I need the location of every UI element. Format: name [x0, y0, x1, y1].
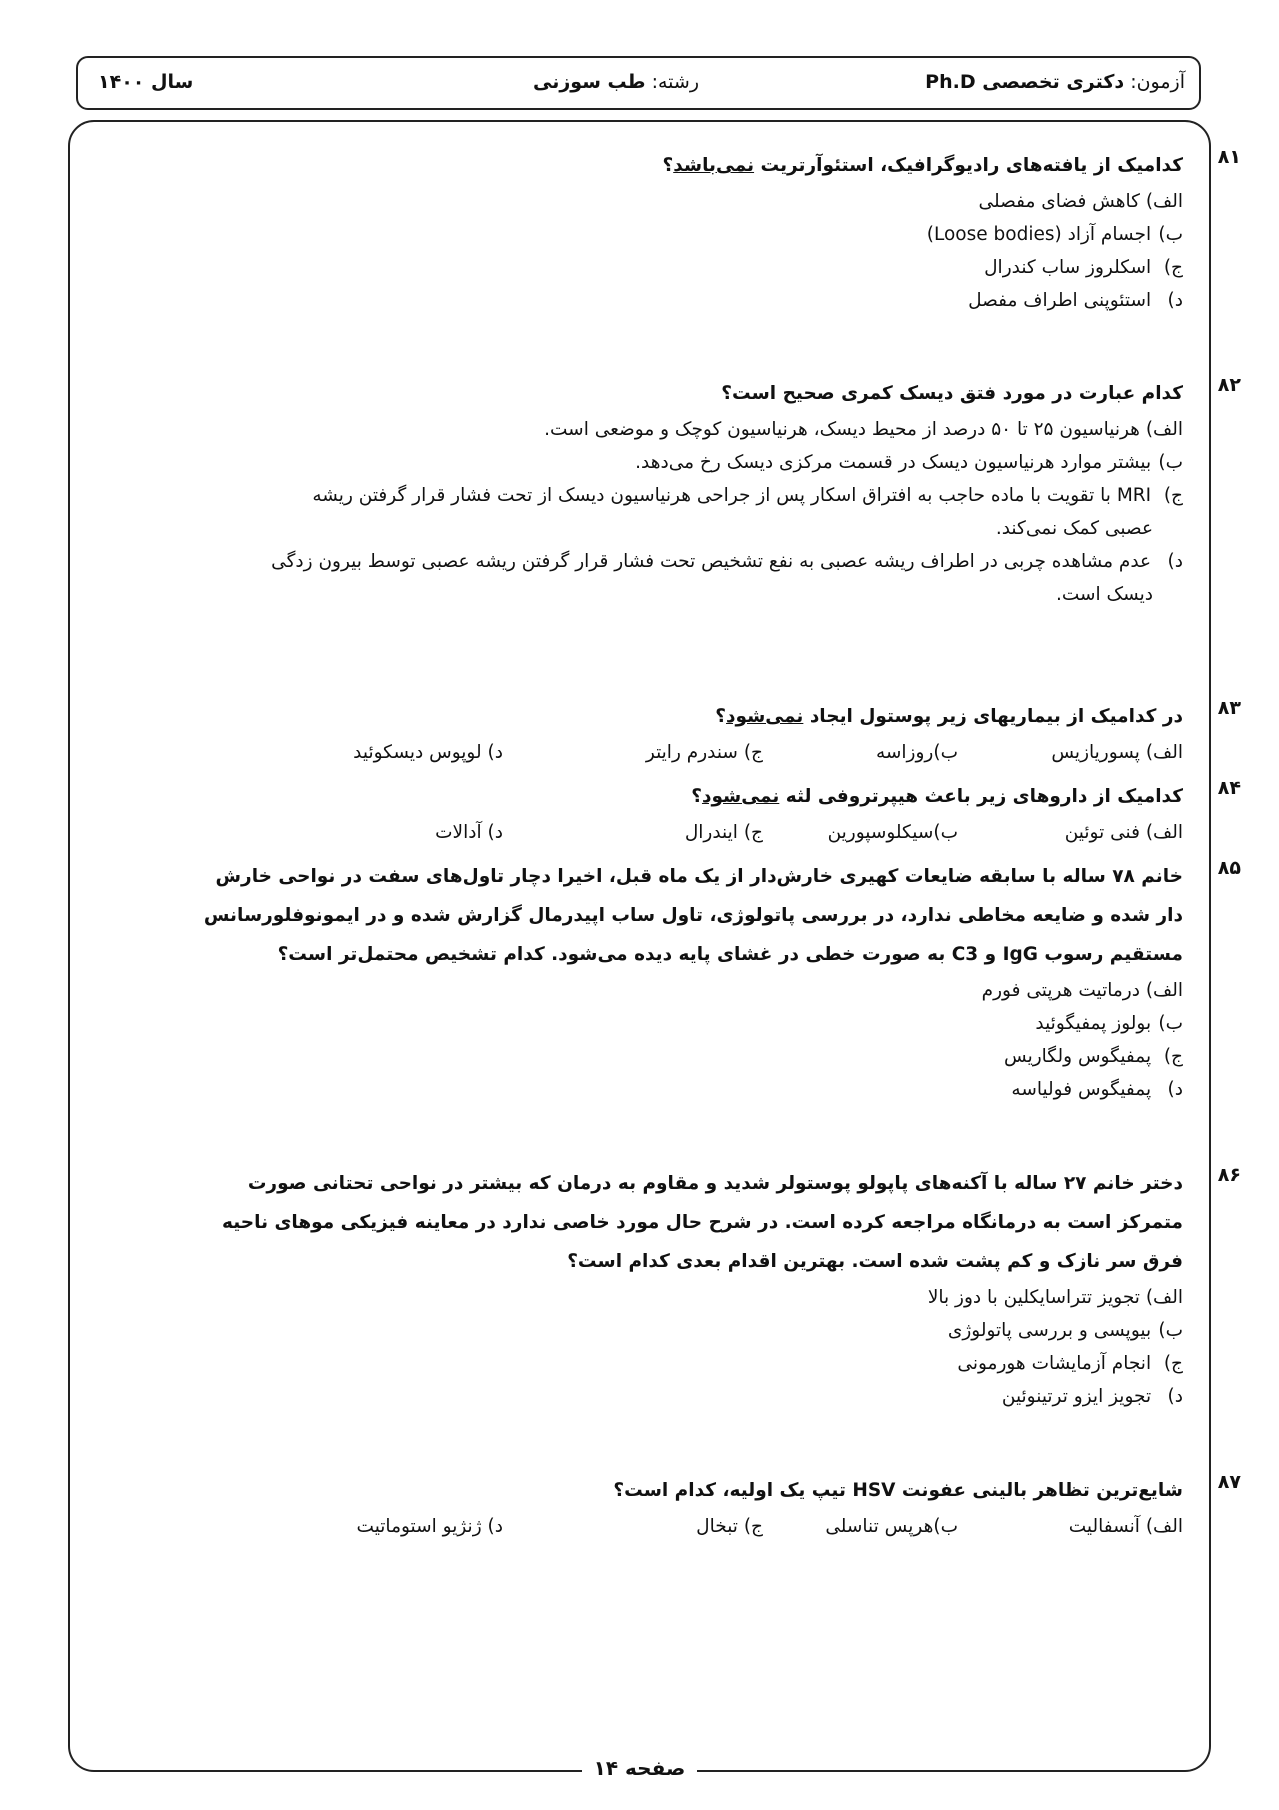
exam-year: سال ۱۴۰۰: [98, 71, 194, 93]
option-d: د) آدالات: [435, 822, 503, 843]
question-87: [103, 1471, 1241, 1544]
field-label: رشته:: [651, 71, 699, 93]
options-row: [103, 1510, 1183, 1544]
field-value: طب سوزنی: [533, 71, 646, 93]
exam-value: دکتری تخصصی Ph.D: [925, 71, 1125, 93]
option-c: ج) انجام آزمایشات هورمونی: [957, 1353, 1183, 1374]
option-b: ب) بیوپسی و بررسی پاتولوژی: [947, 1320, 1183, 1341]
options-row: [103, 736, 1183, 770]
option-b: ب)سیکلوسپورین: [827, 822, 958, 843]
option-a: الف) کاهش فضای مفصلی: [978, 191, 1183, 212]
option-b: ب) بولوز پمفیگوئید: [1035, 1013, 1183, 1034]
question-number: ۸۴: [1217, 777, 1241, 799]
options-row: [103, 816, 1183, 850]
option-b: ب)هرپس تناسلی: [825, 1516, 958, 1537]
option-c: ج) MRI با تقویت با ماده حاجب به افتراق اسکار پس از جراحی هرنیاسیون دیسک از تحت فشار قرار گرفتن ریشه عصبی کمک نمی‌کند.: [312, 485, 1183, 539]
option-d: د) لوپوس دیسکوئید: [353, 742, 503, 763]
field-title: [533, 71, 699, 93]
option-a: الف) پسوریازیس: [1051, 742, 1183, 763]
option-d: د) ژنژیو استوماتیت: [356, 1516, 503, 1537]
option-c: ج) پمفیگوس ولگاریس: [1003, 1046, 1183, 1067]
option-d: د) پمفیگوس فولیاسه: [1011, 1079, 1183, 1100]
question-number: ۸۱: [1217, 146, 1241, 168]
option-a: الف) هرنیاسیون ۲۵ تا ۵۰ درصد از محیط دیسک، هرنیاسیون کوچک و موضعی است.: [544, 419, 1183, 440]
option-c: ج) اسکلروز ساب کندرال: [984, 257, 1183, 278]
question-84: [103, 777, 1241, 850]
option-a: الف) آنسفالیت: [1068, 1516, 1183, 1537]
question-number: ۸۵: [1217, 857, 1241, 879]
question-81: [103, 146, 1241, 317]
option-d: د) تجویز ایزو ترتینوئین: [1001, 1386, 1183, 1407]
exam-label: آزمون:: [1130, 71, 1185, 93]
option-d: د) استئوپنی اطراف مفصل: [968, 290, 1183, 311]
option-b: ب) اجسام آزاد (Loose bodies): [926, 224, 1183, 245]
exam-header: [76, 56, 1201, 110]
question-text: شایع‌ترین تظاهر بالینی عفونت HSV تیپ یک اولیه، کدام است؟: [613, 1480, 1183, 1501]
question-number: ۸۳: [1217, 697, 1241, 719]
question-text: کدامیک از داروهای زیر باعث هیپرتروفی لثه نمی‌شود؟: [691, 786, 1183, 807]
option-c: ج) سندرم رایتر: [645, 742, 763, 763]
question-text: خانم ۷۸ ساله با سابقه ضایعات کهیری خارش‌دار از یک ماه قبل، اخیرا دچار تاول‌های سفت در نواحی خارش دار شده و ضایعه مخاطی ندارد، در بررسی پاتولوژی، تاول ساب اپیدرمال گزارش شده و در ایمونوفلورسانس مستقیم رسوب IgG و C3 به صورت خطی در غشای پایه دیده می‌شود. کدام تشخیص محتمل‌تر است؟: [203, 866, 1183, 965]
option-b: ب) بیشتر موارد هرنیاسیون دیسک در قسمت مرکزی دیسک رخ می‌دهد.: [635, 452, 1183, 473]
question-number: ۸۷: [1217, 1471, 1241, 1493]
question-text: دختر خانم ۲۷ ساله با آکنه‌های پاپولو پوستولر شدید و مقاوم به درمان که بیشتر در نواحی تحتانی صورت متمرکز است به درمانگاه مراجعه کرده است. در شرح حال مورد خاصی ندارد در معاینه فیزیکی موهای ناحیه فرق سر نازک و کم پشت شده است. بهترین اقدام بعدی کدام است؟: [222, 1173, 1183, 1272]
question-83: [103, 697, 1241, 770]
exam-title: [925, 71, 1185, 93]
page-number: صفحه ۱۴: [582, 1756, 698, 1780]
question-82: [103, 374, 1241, 611]
question-text: کدامیک از یافته‌های رادیوگرافیک، استئوآرتریت نمی‌باشد؟: [662, 155, 1183, 176]
option-c: ج) ایندرال: [684, 822, 763, 843]
question-text: در کدامیک از بیماریهای زیر پوستول ایجاد نمی‌شود؟: [715, 706, 1183, 727]
option-c: ج) تبخال: [696, 1516, 763, 1537]
option-a: الف) درماتیت هرپتی فورم: [981, 980, 1183, 1001]
option-a: الف) فنی توئین: [1064, 822, 1183, 843]
question-86: [103, 1164, 1241, 1413]
question-85: [103, 857, 1241, 1106]
page-footer: [0, 1756, 1279, 1780]
option-b: ب)روزاسه: [875, 742, 958, 763]
option-d: د) عدم مشاهده چربی در اطراف ریشه عصبی به نفع تشخیص تحت فشار قرار گرفتن ریشه عصبی توسط بیرون زدگی دیسک است.: [271, 551, 1183, 605]
question-text: کدام عبارت در مورد فتق دیسک کمری صحیح است؟: [721, 383, 1183, 404]
option-a: الف) تجویز تتراسایکلین با دوز بالا: [927, 1287, 1183, 1308]
question-number: ۸۲: [1217, 374, 1241, 396]
question-number: ۸۶: [1217, 1164, 1241, 1186]
